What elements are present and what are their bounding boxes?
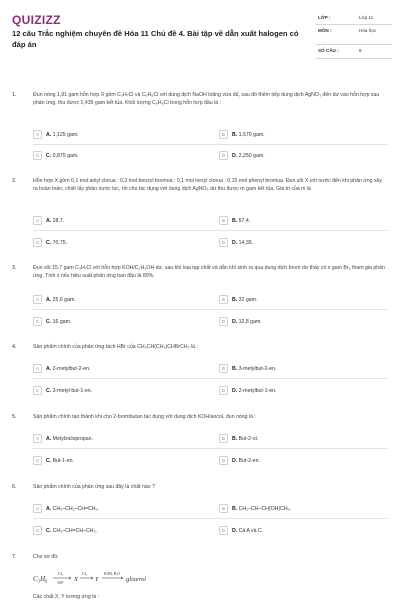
option-letter-box: C	[33, 317, 42, 326]
option-a[interactable]	[33, 362, 183, 376]
option-letter-box: D	[219, 151, 228, 160]
question-2	[12, 178, 390, 258]
info-row-count	[316, 45, 392, 59]
option-letter-box: C	[33, 526, 42, 535]
option-label: B. 32 gam.	[232, 296, 258, 303]
question-number: 3.	[12, 265, 17, 271]
option-d[interactable]	[219, 236, 369, 250]
option-letter-box: B	[219, 434, 228, 443]
option-label: C. 16 gam.	[46, 318, 72, 325]
option-b[interactable]	[219, 128, 369, 142]
question-text: Đun nóng 1,91 gam hỗn hợp X gồm C₃H₇Cl và C₆H₅Cl với dung dịch NaOH loãng vừa đủ, sau đó thêm tiếp dung dịch AgNO₃ đến dư vào hỗn hợp sau phản ứng, thu được 1,435 gam kết tủa. Khối lượng C₆H₅Cl trong hỗn hợp đầu là :	[33, 92, 380, 106]
option-label: A. 28,7.	[46, 217, 65, 224]
option-b[interactable]	[219, 362, 369, 376]
question-text: Cho sơ đồ:	[33, 554, 59, 560]
option-d[interactable]	[219, 149, 369, 163]
option-a[interactable]	[33, 293, 183, 307]
option-letter-box: B	[219, 295, 228, 304]
option-label: C. 0,875 gam.	[46, 152, 79, 159]
option-c[interactable]	[33, 454, 183, 468]
question-6	[12, 484, 390, 546]
option-label: A. 1,125 gam.	[46, 131, 79, 138]
option-a[interactable]	[33, 502, 183, 516]
option-b[interactable]	[219, 293, 369, 307]
option-label: B. But-2-ol.	[232, 435, 259, 442]
question-text: Sản phẩm chính của phản ứng tách HBr của CH₃CH(CH₃)CHBrCH₃ là :	[33, 344, 198, 350]
document-header	[0, 0, 400, 80]
count-label: SỐ CÂU :	[318, 48, 339, 53]
option-c[interactable]	[33, 149, 183, 163]
quizizz-logo: QUIZIZZ	[12, 13, 61, 27]
option-label: A. Metylxiclopropan.	[46, 435, 94, 442]
option-letter-box: B	[219, 130, 228, 139]
option-divider	[33, 230, 388, 231]
info-row-class	[316, 12, 392, 25]
option-letter-box: B	[219, 364, 228, 373]
option-label: D. But-2-en.	[232, 457, 260, 464]
question-3	[12, 265, 390, 337]
question-number: 4.	[12, 344, 17, 350]
option-label: D. Cả A và C.	[232, 527, 264, 534]
option-d[interactable]	[219, 524, 369, 538]
option-d[interactable]	[219, 384, 369, 398]
option-d[interactable]	[219, 454, 369, 468]
option-letter-box: D	[219, 317, 228, 326]
option-c[interactable]	[33, 524, 183, 538]
option-label: B. 1,570 gam.	[232, 131, 265, 138]
scheme-reagent-1-bottom: 500°	[57, 581, 64, 585]
info-row-subject	[316, 25, 392, 45]
option-a[interactable]	[33, 432, 183, 446]
option-label: D. 12,8 gam.	[232, 318, 262, 325]
subject-label: MÔN :	[318, 28, 332, 33]
scheme-reagent-1-top: Cl₂	[58, 571, 64, 576]
option-label: B. CH₂–CH–CH(OH)CH₃.	[232, 505, 292, 512]
reaction-scheme	[33, 568, 233, 590]
option-label: A. 25,6 gam.	[46, 296, 76, 303]
count-value: 8	[359, 48, 362, 53]
option-label: B. 57,4.	[232, 217, 251, 224]
option-a[interactable]	[33, 128, 183, 142]
question-1	[12, 92, 390, 172]
option-letter-box: C	[33, 456, 42, 465]
option-letter-box: B	[219, 504, 228, 513]
option-label: C. But-1-en.	[46, 457, 74, 464]
info-table	[316, 12, 392, 59]
option-letter-box: C	[33, 151, 42, 160]
scheme-x: X	[74, 576, 78, 583]
option-label: A. CH₃–CH₂–CH=CH₂.	[46, 505, 99, 512]
option-label: C. CH₃–CH=CH–CH₃.	[46, 527, 98, 534]
option-c[interactable]	[33, 315, 183, 329]
scheme-end: glixerol	[126, 576, 146, 583]
option-letter-box: D	[219, 456, 228, 465]
question-number: 2.	[12, 178, 17, 184]
question-text: Sản phẩm chính tạo thành khi cho 2-brombutan tác dụng với dung dịch KOH/ancol, đun nóng là :	[33, 414, 256, 420]
option-a[interactable]	[33, 214, 183, 228]
scheme-reagent-2-top: Cl₂	[82, 571, 88, 576]
option-divider	[33, 448, 388, 449]
class-value: Lớp 11	[359, 15, 374, 20]
option-c[interactable]	[33, 236, 183, 250]
option-letter-box: D	[219, 526, 228, 535]
question-number: 5.	[12, 414, 17, 420]
option-divider	[33, 518, 388, 519]
page-title: 12 câu Trắc nghiệm chuyên đề Hóa 11 Chủ đề 4. Bài tập về dẫn xuất halogen có đáp án	[12, 29, 299, 49]
option-divider	[33, 309, 388, 310]
scheme-reagent-3-top: KOH, H₂O	[104, 572, 121, 576]
question-4	[12, 344, 390, 406]
option-letter-box: D	[219, 238, 228, 247]
option-d[interactable]	[219, 315, 369, 329]
option-letter-box: A	[33, 504, 42, 513]
question-number: 7.	[12, 554, 17, 560]
option-b[interactable]	[219, 502, 369, 516]
subject-value: Hóa học	[359, 28, 377, 33]
option-label: D. 2-metylbut-1-en.	[232, 387, 277, 394]
option-divider	[33, 144, 388, 145]
option-letter-box: C	[33, 386, 42, 395]
question-continuation: Các chất X, Y tương ứng là :	[33, 594, 100, 600]
option-label: D. 14,35.	[232, 239, 254, 246]
option-letter-box: A	[33, 130, 42, 139]
question-number: 6.	[12, 484, 17, 490]
option-label: B. 3-metylbut-2-en.	[232, 365, 277, 372]
question-text: Đun sôi 15,7 gam C₃H₇Cl với hỗn hợp KOH/C₂H₅OH dư, sau khi loại tạp chất và dẫn khí sinh ra qua dung dịch brom dư thấy có x gam Br₂ tham gia phản ứng. Tính x nếu hiệu suất phản ứng ban đầu là 80%.	[33, 265, 385, 279]
question-number: 1.	[12, 92, 17, 98]
option-label: C. 70,75.	[46, 239, 68, 246]
option-letter-box: A	[33, 364, 42, 373]
question-text: Sản phẩm chính của phản ứng sau đây là chất nào ?	[33, 484, 156, 490]
option-divider	[33, 378, 388, 379]
option-b[interactable]	[219, 214, 369, 228]
scheme-start: C₃H₆	[33, 575, 48, 583]
option-label: D. 2,250 gam.	[232, 152, 265, 159]
option-b[interactable]	[219, 432, 369, 446]
option-letter-box: A	[33, 434, 42, 443]
option-label: A. 2-metylbut-2-en.	[46, 365, 91, 372]
question-5	[12, 414, 390, 476]
option-letter-box: C	[33, 238, 42, 247]
option-letter-box: A	[33, 216, 42, 225]
option-c[interactable]	[33, 384, 183, 398]
option-letter-box: B	[219, 216, 228, 225]
option-letter-box: A	[33, 295, 42, 304]
scheme-y: Y	[95, 576, 99, 583]
class-label: LỚP :	[318, 15, 331, 20]
question-text: Hỗn hợp X gồm 0,1 mol anlyl clorua ; 0,3 mol benzyl bromua ; 0,1 mol hexyl clorua ; 0,15 mol phenyl bromua. Đun sôi X với nước đến khi phản ứng xảy ra hoàn toàn, chiết lấy phần nước lọc, rồi cho tác dụng với dung dịch AgNO₃ dư thu được m gam kết tủa. Giá trị của m là	[33, 178, 383, 192]
option-letter-box: D	[219, 386, 228, 395]
option-label: C. 3-metyl-but-1-en.	[46, 387, 93, 394]
